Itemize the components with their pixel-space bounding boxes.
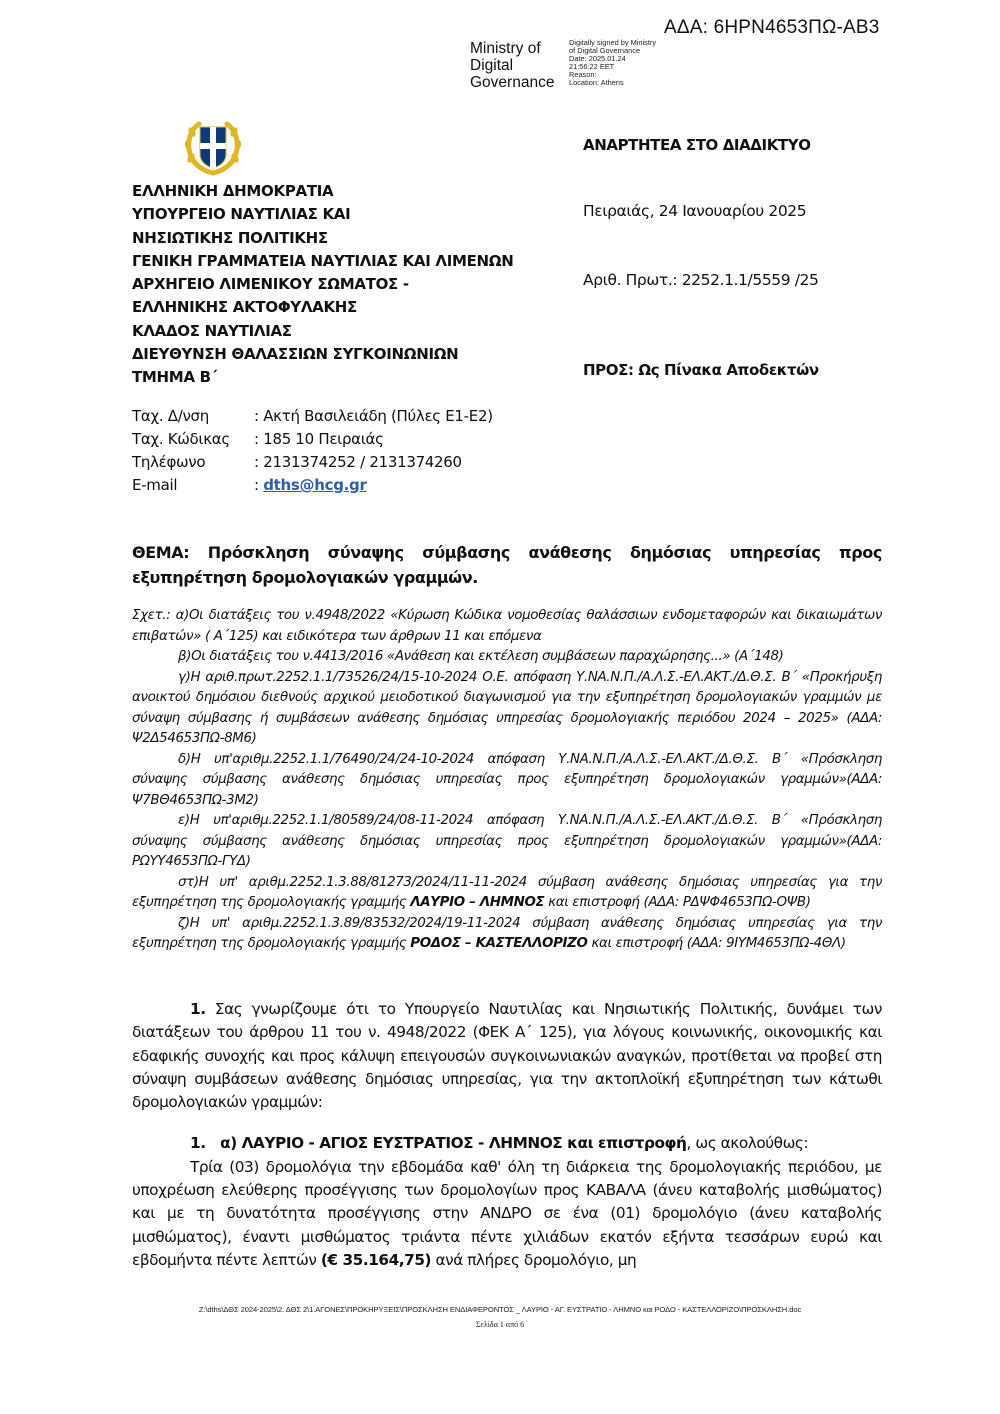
ministry-stamp-line: Governance — [470, 74, 555, 91]
contact-row-address — [132, 405, 493, 428]
ministry-stamp-line: Digital — [470, 57, 514, 74]
email-link[interactable]: dths@hcg.gr — [263, 476, 367, 494]
contact-details — [132, 405, 493, 497]
org-line: ΝΗΣΙΩΤΙΚΗΣ ΠΟΛΙΤΙΚΗΣ — [132, 228, 328, 247]
reference-a: Σχετ.: α)Οι διατάξεις του ν.4948/2022 «Κύρωση Κώδικα νομοθεσίας θαλάσσιων ενδομεταφορών και δικαιωμάτων επιβατών» ( Α΄125) και ειδικότερα των άρθρων 11 και επόμενα — [132, 608, 882, 644]
item-suffix: , ως ακολούθως: — [686, 1134, 809, 1153]
contact-label: E-mail — [132, 476, 178, 494]
ref-text: και επιστροφή (ΑΔΑ: ΡΔΨΦ4653ΠΩ-ΟΨΒ) — [544, 895, 811, 910]
protocol-number: Αριθ. Πρωτ.: 2252.1.1/5559 /25 — [583, 271, 819, 289]
ref-route: ΛΑΥΡΙΟ – ΛΗΜΝΟΣ — [410, 895, 545, 910]
paragraph-1 — [132, 998, 882, 1114]
contact-value: : 185 10 Πειραιάς — [254, 430, 384, 448]
contact-label: Ταχ. Κώδικας — [132, 430, 230, 448]
reference-b: β)Οι διατάξεις του ν.4413/2016 «Ανάθεση και εκτέλεση συμβάσεων παραχώρησης...» (Α΄148) — [178, 649, 784, 664]
org-line: ΓΕΝΙΚΗ ΓΡΑΜΜΑΤΕΙΑ ΝΑΥΤΙΛΙΑΣ ΚΑΙ ΛΙΜΕΝΩΝ — [132, 251, 514, 270]
paragraph-2 — [132, 1156, 882, 1272]
references — [132, 606, 882, 955]
issuing-organization — [132, 180, 514, 390]
publish-note: ΑΝΑΡΤΗΤΕΑ ΣΤΟ ΔΙΑΔΙΚΤΥΟ — [583, 136, 811, 154]
contact-value: : 2131374252 / 2131374260 — [254, 453, 462, 471]
contact-row-phone — [132, 451, 493, 474]
org-line: ΑΡΧΗΓΕΙΟ ΛΙΜΕΝΙΚΟΥ ΣΩΜΑΤΟΣ - — [132, 275, 409, 294]
contact-value: : Ακτή Βασιλειάδη (Πύλες Ε1-Ε2) — [254, 407, 493, 425]
reference-st — [132, 873, 882, 914]
ref-route: ΡΟΔΟΣ – ΚΑΣΤΕΛΛΟΡΙΖΟ — [410, 936, 588, 951]
body-text — [132, 998, 882, 1272]
ministry-stamp — [470, 40, 554, 91]
signature-line: 21:56:22 EET — [569, 62, 615, 71]
subject: ΘΕΜΑ: Πρόσκληση σύναψης σύμβασης ανάθεσης δημόσιας υπηρεσίας προς εξυπηρέτηση δρομολογιακών γραμμών. — [132, 543, 882, 587]
org-line: ΤΜΗΜΑ Β΄ — [132, 368, 218, 387]
reference-e: ε)Η υπ'αριθμ.2252.1.1/80589/24/08-11-2024 απόφαση Υ.ΝΑ.Ν.Π./Α.Λ.Σ.-ΕΛ.ΑΚΤ./Δ.Θ.Σ. Β΄ «Πρόσκληση σύναψης σύμβασης ανάθεσης δημόσιας υπηρεσίας προς εξυπηρέτηση δρομολογιακών γραμμών»(ΑΔΑ: ΡΩΥΥ4653ΠΩ-ΓΥΔ) — [132, 813, 882, 869]
org-line: ΕΛΛΗΝΙΚΗ ΔΗΜΟΚΡΑΤΙΑ — [132, 182, 334, 200]
place-date: Πειραιάς, 24 Ιανουαρίου 2025 — [583, 202, 807, 220]
ref-text: ζ)Η υπ' αριθμ.2252.1.3.89/83532/2024/19-11-2024 σύμβαση ανάθεσης δημόσιας υπηρεσίας για την εξυπηρέτηση της δρομολογιακής γραμμής — [132, 915, 882, 951]
signature-line: Reason: — [569, 70, 597, 79]
org-line: ΥΠΟΥΡΓΕΙΟ ΝΑΥΤΙΛΙΑΣ ΚΑΙ — [132, 205, 351, 224]
reference-c: γ)Η αριθ.πρωτ.2252.1.1/73526/24/15-10-2024 Ο.Ε. απόφαση Υ.ΝΑ.Ν.Π./Α.Λ.Σ.-ΕΛ.ΑΚΤ./Δ.Θ.Σ. Β΄ «Προκήρυξη ανοικτού δημόσιου διεθνούς αρχικού μειοδοτικού διαγωνισμού για την εξυπηρέτηση δρομολογιακών γραμμών με σύναψη σύμβασης ή συμβάσεων ανάθεσης δημόσιας υπηρεσίας δρομολογιακής περιόδου 2024 – 2025» (ΑΔΑ: Ψ2Δ54653ΠΩ-8Μ6) — [132, 669, 882, 746]
reference-z — [132, 914, 882, 955]
route-item-title — [132, 1132, 882, 1155]
contact-row-postcode — [132, 428, 493, 451]
digital-signature-block — [569, 39, 656, 87]
signature-line: Date: 2025.01.24 — [569, 54, 626, 63]
item-number: 1. α) — [190, 1134, 237, 1153]
org-line: ΚΛΑΔΟΣ ΝΑΥΤΙΛΙΑΣ — [132, 321, 292, 340]
org-line: ΕΛΛΗΝΙΚΗΣ ΑΚΤΟΦΥΛΑΚΗΣ — [132, 298, 357, 317]
contact-row-email — [132, 474, 493, 497]
paragraph-text: ανά πλήρες δρομολόγιο, μη — [431, 1250, 637, 1269]
contact-label: Ταχ. Δ/νση — [132, 407, 209, 425]
signature-line: of Digital Governance — [569, 46, 641, 55]
signature-line: Digitally signed by Ministry — [569, 38, 657, 47]
ref-text: και επιστροφή (ΑΔΑ: 9ΙΥΜ4653ΠΩ-4ΘΛ) — [587, 936, 846, 951]
ada-code: ΑΔΑ: 6ΗΡΝ4653ΠΩ-ΑΒ3 — [664, 17, 880, 38]
fee-amount: (€ 35.164,75) — [320, 1250, 432, 1269]
paragraph-text: Σας γνωρίζουμε ότι το Υπουργείο Ναυτιλίας και Νησιωτικής Πολιτικής, δυνάμει των διατάξεων του άρθρου 11 του ν. 4948/2022 (ΦΕΚ Α΄ 125), για λόγους κοινωνικής, οικονομικής και εδαφικής συνοχής και προς κάλυψη επειγουσών συγκοινωνιακών αναγκών, προτίθεται να προβεί στη σύναψη συμβάσεων ανάθεσης δημόσιας υπηρεσίας, για την ακτοπλοϊκή εξυπηρέτηση των κάτωθι δρομολογιακών γραμμών: — [132, 1000, 882, 1112]
ref-text: στ)Η υπ' αριθμ.2252.1.3.88/81273/2024/11-11-2024 σύμβαση ανάθεσης δημόσιας υπηρεσίας για την εξυπηρέτηση της δρομολογιακής γραμμής — [132, 874, 882, 910]
recipients: ΠΡΟΣ: Ως Πίνακα Αποδεκτών — [583, 361, 819, 379]
signature-line: Location: Athens — [569, 78, 624, 87]
reference-d: δ)Η υπ'αριθμ.2252.1.1/76490/24/24-10-2024 απόφαση Υ.ΝΑ.Ν.Π./Α.Λ.Σ.-ΕΛ.ΑΚΤ./Δ.Θ.Σ. Β΄ «Πρόσκληση σύναψης σύμβασης ανάθεσης δημόσιας υπηρεσίας προς εξυπηρέτηση δρομολογιακών γραμμών»(ΑΔΑ: Ψ7ΒΘ4653ΠΩ-3Μ2) — [132, 751, 882, 808]
ministry-stamp-line: Ministry of — [470, 40, 541, 57]
footer-file-path: Z:\dths\ΔΘΣ 2024-2025\2. ΔΘΣ 2\1.ΑΓΟΝΕΣ\ΠΡΟΚΗΡΥΞΕΙΣ\ΠΡΟΣΚΛΗΣΗ ΕΝΔΙΑΦΕΡΟΝΤΟΣ _ ΛΑΥΡΙΟ - ΑΓ. ΕΥΣΤΡΑΤΙΟ - ΛΗΜΝΟ και ΡΟΔΟ - ΚΑΣΤΕΛΛΟΡΙΖΟ\ΠΡΟΣΚΛΗΣΗ.doc — [198, 1305, 802, 1314]
page-number: Σελίδα 1 από 6 — [475, 1320, 525, 1329]
paragraph-text: Τρία (03) δρομολόγια την εβδομάδα καθ' όλη τη διάρκεια της δρομολογιακής περιόδου, με υποχρέωση ελεύθερης προσέγγισης των δρομολογίων προς ΚΑΒΑΛΑ (άνευ καταβολής μισθώματος) και με τη δυνατότητα προσέγγισης στην ΑΝΔΡΟ σε ένα (01) δρομολόγιο (άνευ καταβολής μισθώματος), έναντι μισθώματος τριάντα πέντε χιλιάδων εκατόν εξήντα τεσσάρων ευρώ και εβδομήντα πέντε λεπτών — [132, 1157, 882, 1269]
paragraph-number: 1. — [190, 1000, 206, 1018]
contact-prefix: : — [254, 476, 264, 494]
contact-label: Τηλέφωνο — [132, 453, 206, 471]
item-route: ΛΑΥΡΙΟ - ΑΓΙΟΣ ΕΥΣΤΡΑΤΙΟΣ - ΛΗΜΝΟΣ και επιστροφή — [236, 1134, 687, 1153]
org-line: ΔΙΕΥΘΥΝΣΗ ΘΑΛΑΣΣΙΩΝ ΣΥΓΚΟΙΝΩΝΙΩΝ — [132, 345, 459, 364]
greek-coat-of-arms-icon — [182, 118, 244, 176]
